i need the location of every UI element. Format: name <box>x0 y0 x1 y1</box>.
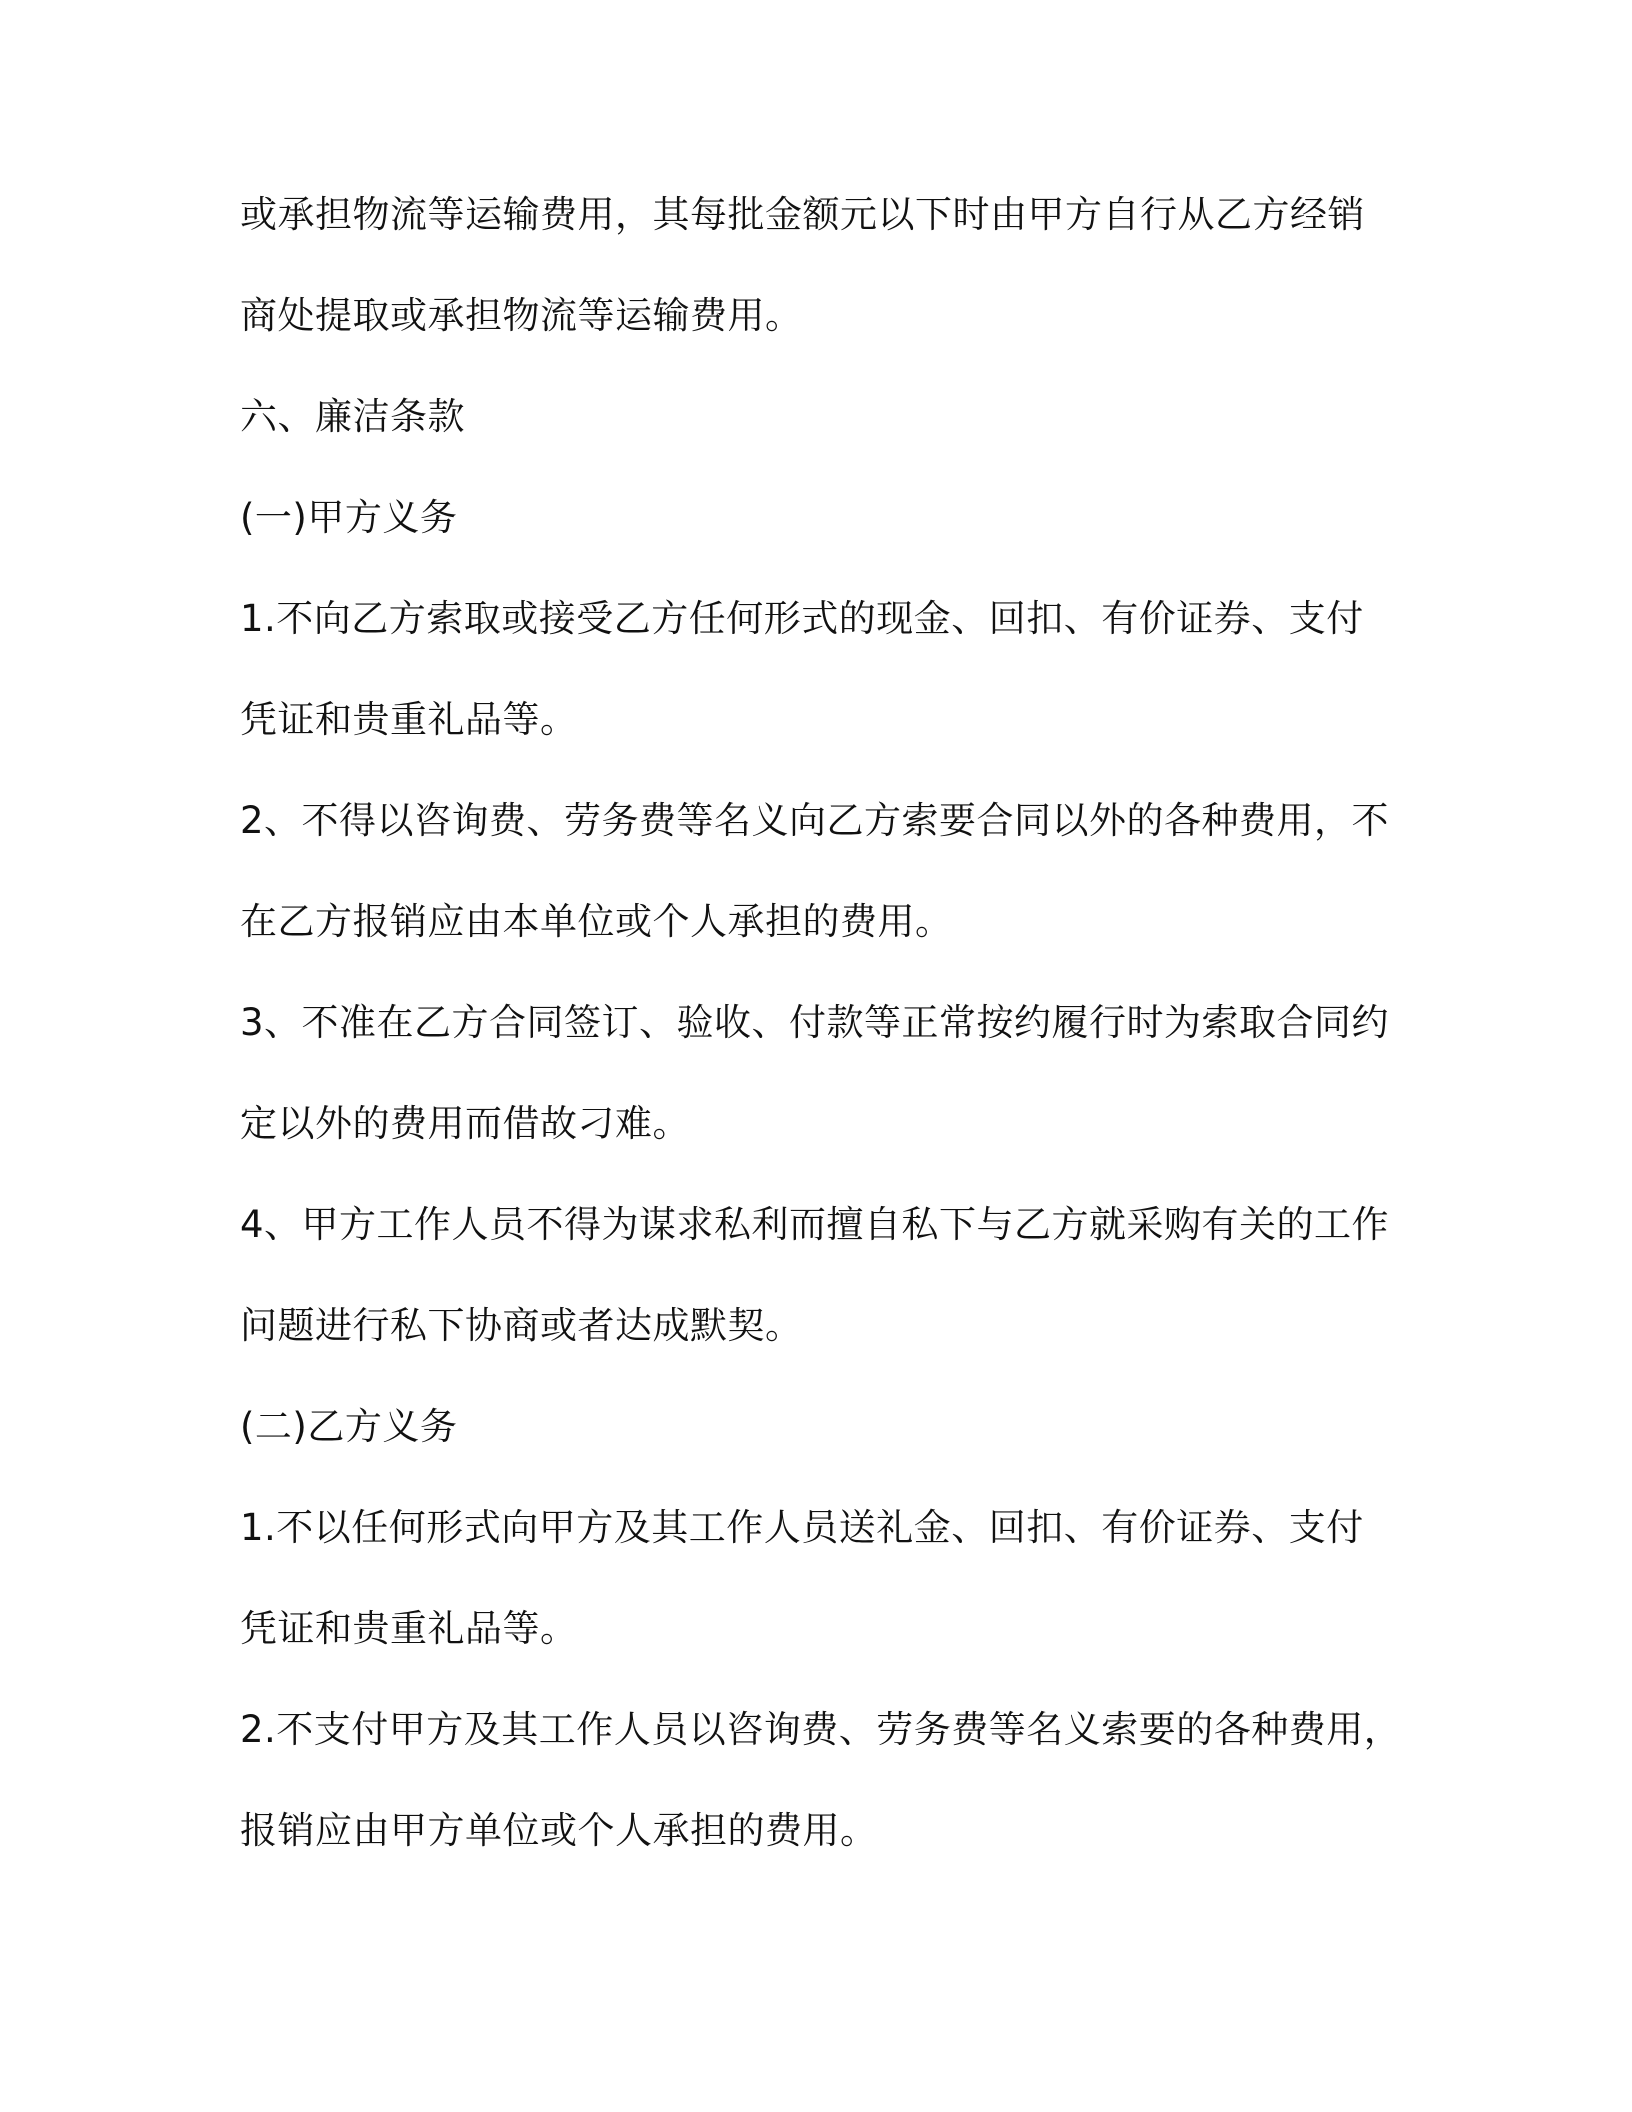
text-line: 1.不向乙方索取或接受乙方任何形式的现金、回扣、有价证券、支付 <box>240 597 1364 640</box>
subsection-heading: (一)甲方义务 <box>240 496 458 539</box>
text-line: 在乙方报销应由本单位或个人承担的费用。 <box>240 900 953 943</box>
text-line: 定以外的费用而借故刁难。 <box>240 1102 690 1145</box>
text-line: 凭证和贵重礼品等。 <box>240 698 578 741</box>
text-line: 商处提取或承担物流等运输费用。 <box>240 294 803 337</box>
subsection-heading: (二)乙方义务 <box>240 1405 458 1448</box>
text-line: 1.不以任何形式向甲方及其工作人员送礼金、回扣、有价证券、支付 <box>240 1506 1364 1549</box>
text-line: 3、不准在乙方合同签订、验收、付款等正常按约履行时为索取合同约 <box>240 1001 1390 1044</box>
text-line: 2、不得以咨询费、劳务费等名义向乙方索要合同以外的各种费用，不 <box>240 799 1390 842</box>
text-line: 问题进行私下协商或者达成默契。 <box>240 1304 803 1347</box>
text-line: 凭证和贵重礼品等。 <box>240 1607 578 1650</box>
document-body <box>240 185 1400 1902</box>
text-line: 报销应由甲方单位或个人承担的费用。 <box>240 1809 878 1852</box>
text-line: 或承担物流等运输费用，其每批金额元以下时由甲方自行从乙方经销 <box>240 193 1365 236</box>
section-heading: 六、廉洁条款 <box>240 395 465 438</box>
text-line: 2.不支付甲方及其工作人员以咨询费、劳务费等名义索要的各种费用， <box>240 1708 1402 1751</box>
text-line: 4、甲方工作人员不得为谋求私利而擅自私下与乙方就采购有关的工作 <box>240 1203 1390 1246</box>
